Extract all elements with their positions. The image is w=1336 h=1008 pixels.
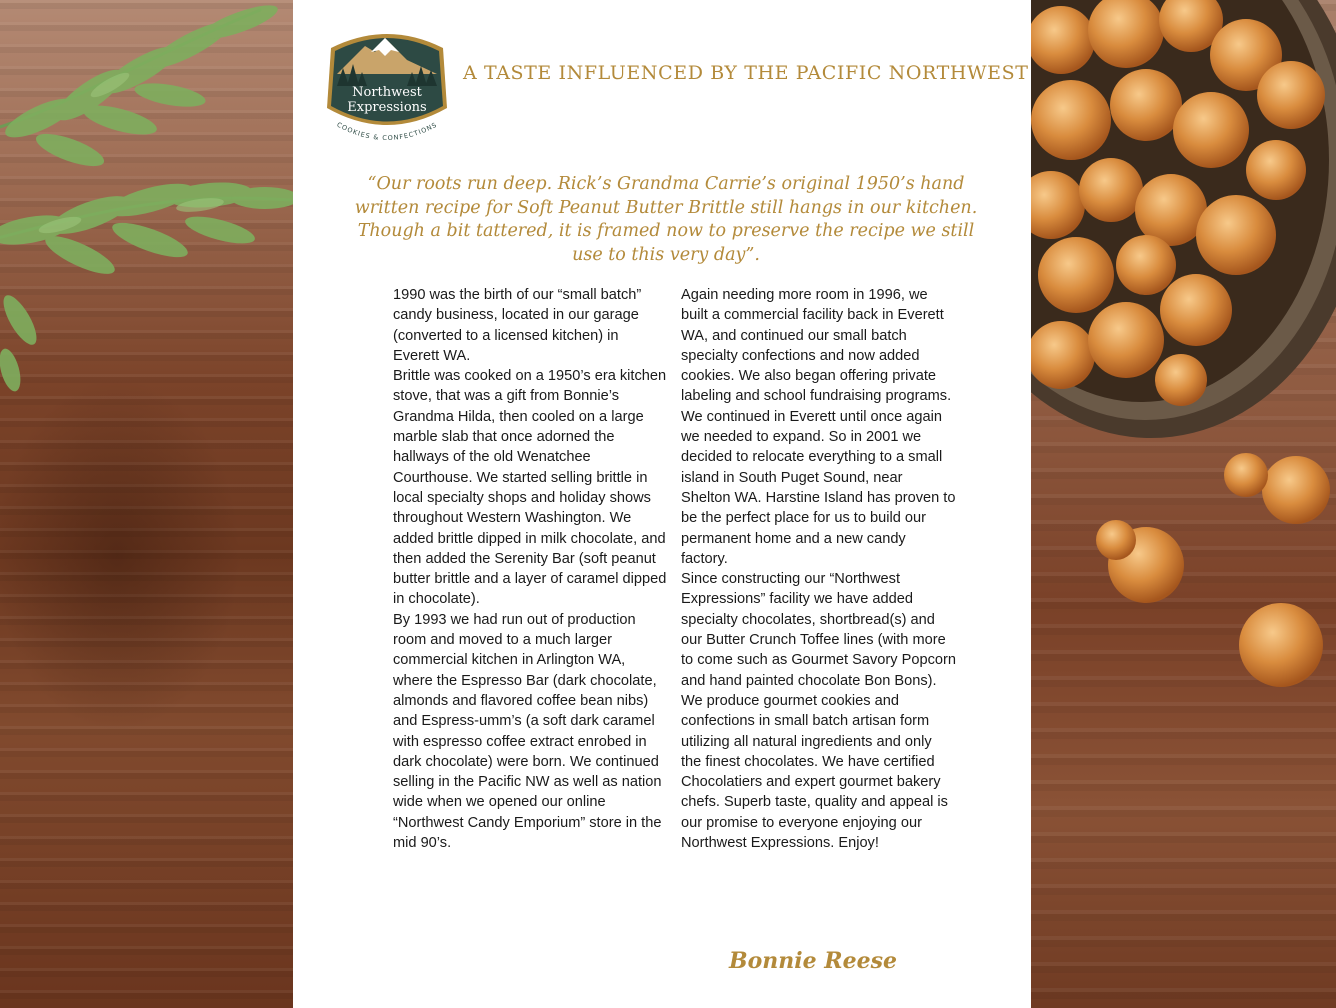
history-right-column bbox=[681, 285, 956, 853]
history-paragraph: Since constructing our “Northwest Expressions” facility we have added specialty chocolates, shortbread(s) and our Butter Crunch Toffee lines (with more to come such as Gourmet Savory Popcorn and hand painted chocolate Bon Bons). bbox=[681, 571, 956, 689]
left-wood-background bbox=[0, 0, 293, 1008]
caramel-popcorn-image bbox=[1031, 0, 1336, 1008]
page-heading: A TASTE INFLUENCED BY THE PACIFIC NORTHWEST bbox=[463, 62, 1029, 84]
history-left-column bbox=[393, 285, 668, 853]
right-wood-background bbox=[1031, 0, 1336, 1008]
mountain-badge-icon bbox=[323, 24, 451, 152]
history-paragraph: By 1993 we had run out of production room and moved to a much larger commercial kitchen in Arlington WA, where the Espresso Bar (dark chocolate, almonds and flavored coffee bean nibs) and Espress-umm’s (a soft dark caramel with espresso coffee extract enrobed in dark chocolate) were born. We continued selling in the Pacific NW as well as nation wide when we opened our online “Northwest Candy Emporium” store in the mid 90’s. bbox=[393, 611, 662, 852]
founder-quote: “Our roots run deep. Rick’s Grandma Carrie’s original 1950’s hand written recipe for Soft Peanut Butter Brittle still hangs in our kitchen. Though a bit tattered, it is framed now to preserve the recipe we still use to this very day”. bbox=[354, 174, 978, 265]
history-paragraph: Again needing more room in 1996, we built a commercial facility back in Everett WA, and continued our small batch specialty confections and now added cookies. We also began offering private labeling and school fundraising programs. bbox=[681, 287, 952, 405]
logo-name-line1: Northwest bbox=[352, 85, 422, 100]
company-logo bbox=[323, 24, 451, 152]
logo-tagline: COOKIES & CONFECTIONS bbox=[335, 120, 439, 143]
logo-name-line2: Expressions bbox=[347, 100, 427, 115]
signature: Bonnie Reese bbox=[729, 948, 897, 974]
brochure-page bbox=[293, 0, 1031, 1008]
history-paragraph: We continued in Everett until once again we needed to expand. So in 2001 we decided to relocate everything to a small island in South Puget Sound, near Shelton WA. Harstine Island has proven to be the perfect place for us to build our permanent home and a new candy factory. bbox=[681, 408, 956, 567]
history-paragraph: Brittle was cooked on a 1950’s era kitchen stove, that was a gift from Bonnie’s Grandma Hilda, then cooled on a large marble slab that once adorned the hallways of the old Wenatchee Courthouse. We started selling brittle in local specialty shops and holiday shows throughout Western Washington. We added brittle dipped in milk chocolate, and then added the Serenity Bar (soft peanut butter brittle and a layer of caramel dipped in chocolate). bbox=[393, 368, 667, 608]
history-paragraph: We produce gourmet cookies and confections in small batch artisan form utilizing all natural ingredients and only the finest chocolates. We have certified Chocolatiers and expert gourmet bakery chefs. Superb taste, quality and appeal is our promise to everyone enjoying our Northwest Expressions. Enjoy! bbox=[681, 692, 948, 852]
cedar-branch-image bbox=[0, 0, 293, 420]
history-paragraph: 1990 was the birth of our “small batch” candy business, located in our garage (converted to a licensed kitchen) in Everett WA. bbox=[393, 287, 642, 364]
